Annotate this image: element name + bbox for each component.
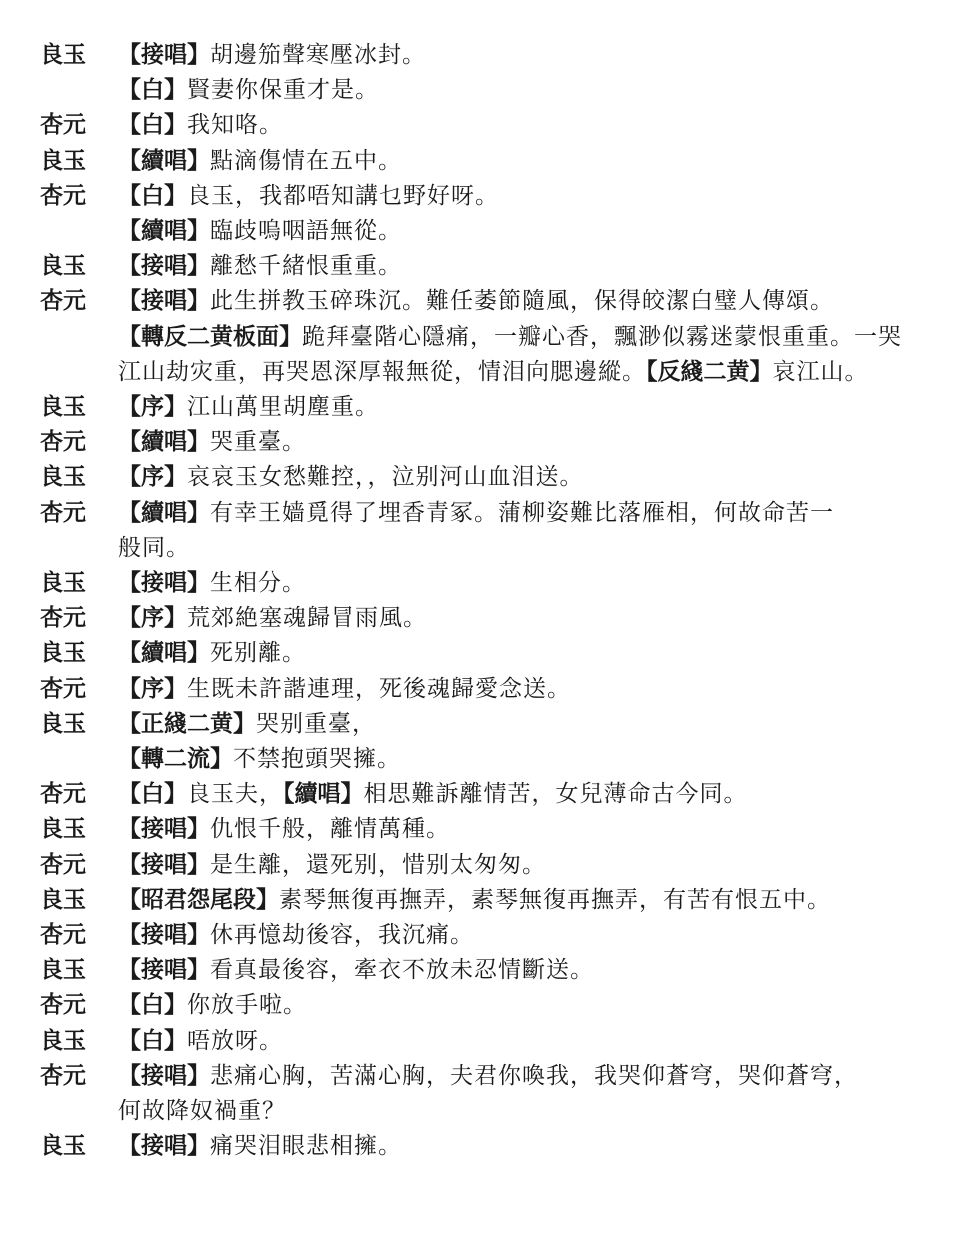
speaker-name: 杏元 [40, 921, 86, 948]
stage-direction: 【轉二流】 [118, 745, 233, 772]
line-body [118, 885, 952, 915]
line-body [118, 392, 952, 422]
stage-direction: 【續唱】 [118, 146, 210, 174]
speaker-name: 杏元 [40, 991, 86, 1019]
stage-direction: 【序】 [118, 674, 187, 702]
line-body [118, 814, 952, 844]
speaker-name: 良玉 [40, 956, 86, 984]
lyric-text: 是生離，還死别，惜别太匆匆。 [210, 851, 546, 878]
line-body [118, 920, 952, 950]
speaker-name: 良玉 [40, 463, 86, 491]
stage-direction: 【接唱】 [118, 815, 210, 843]
speaker-name: 良玉 [40, 569, 86, 596]
stage-direction: 【續唱】 [118, 217, 210, 244]
line-body [118, 251, 952, 281]
lyric-text: 哭重臺。 [210, 429, 306, 456]
speaker-name: 杏元 [40, 111, 86, 139]
lyric-text: 江山劫灾重，再哭恩深厚報無從，情泪向腮邊縱。 [118, 358, 646, 385]
line-body [118, 744, 952, 774]
lyric-text: 荒郊絶塞魂歸冒雨風。 [187, 605, 427, 632]
stage-direction: 【正綫二黄】 [118, 709, 256, 737]
lyric-text: 悲痛心胸，苦滿心胸，夫君你喚我，我哭仰蒼穹，哭仰蒼穹， [210, 1062, 858, 1089]
line-body [118, 603, 952, 633]
stage-direction: 【續唱】 [118, 498, 210, 526]
line-body [118, 638, 952, 668]
line-body [118, 955, 952, 985]
stage-direction: 【接唱】 [118, 569, 210, 596]
speaker-name: 杏元 [40, 498, 86, 526]
speaker-name: 杏元 [40, 604, 86, 632]
speaker-name: 杏元 [40, 780, 86, 808]
stage-direction: 【白】 [118, 991, 187, 1019]
line-body [118, 181, 952, 211]
speaker-name: 良玉 [40, 146, 86, 174]
line-body [118, 779, 952, 809]
lyric-text: 看真最後容，牽衣不放未忍情斷送。 [210, 957, 594, 984]
lyric-text: 你放手啦。 [187, 992, 307, 1019]
line-body [118, 75, 952, 105]
line-body [118, 286, 952, 316]
stage-direction: 【白】 [118, 111, 187, 139]
lyric-text: 江山萬里胡塵重。 [187, 394, 379, 420]
stage-direction: 【白】 [118, 780, 187, 808]
speaker-name: 杏元 [40, 428, 86, 456]
line-body [118, 462, 952, 492]
lyric-text: 休再憶劫後容，我沉痛。 [210, 922, 474, 948]
line-body [118, 40, 952, 70]
line-body [118, 568, 952, 598]
stage-direction: 【接唱】 [118, 921, 210, 948]
line-body [118, 850, 952, 880]
line-body [118, 1131, 952, 1161]
lyric-text: 痛哭泪眼悲相擁。 [210, 1133, 402, 1160]
stage-direction: 【白】 [118, 1026, 187, 1054]
lyric-text: 離愁千緒恨重重。 [210, 253, 402, 280]
lyric-text: 有幸王嫱覓得了埋香青冢。蒲柳姿難比落雁相，何故命苦一 [210, 499, 834, 526]
line-body [118, 1026, 952, 1056]
stage-direction: 【序】 [118, 604, 187, 632]
stage-direction: 【續唱】 [283, 780, 364, 808]
speaker-name: 良玉 [40, 885, 86, 913]
lyric-text: 哀哀玉女愁難控，，泣别河山血泪送。 [187, 464, 584, 491]
stage-direction: 【序】 [118, 393, 187, 420]
lyric-text: 唔放呀。 [187, 1027, 283, 1054]
speaker-name: 良玉 [40, 1026, 86, 1054]
stage-direction: 【白】 [118, 181, 187, 209]
lyric-text: 賢妻你保重才是。 [187, 77, 379, 104]
lyric-text: 素琴無復再撫弄，素琴無復再撫弄，有苦有恨五中。 [279, 886, 831, 913]
stage-direction: 【接唱】 [118, 956, 210, 984]
line-body [118, 216, 952, 246]
lyric-text: 點滴傷情在五中。 [210, 147, 402, 174]
lyric-text: 相思難訴離情苦，女兒薄命古今同。 [363, 781, 748, 808]
line-body [118, 498, 952, 528]
lyric-text: 般同。 [118, 534, 190, 561]
speaker-name: 良玉 [40, 1132, 86, 1160]
lyric-text: 仇恨千般，離情萬種。 [210, 816, 450, 843]
speaker-name: 杏元 [40, 181, 86, 209]
lyric-text: 胡邊笳聲寒壓冰封。 [210, 42, 426, 68]
speaker-name: 杏元 [40, 287, 86, 315]
line-body [118, 1061, 952, 1091]
line-body [118, 533, 952, 563]
stage-direction: 【序】 [118, 463, 187, 491]
lyric-text: 跪拜臺階心隱痛，一瓣心香，飄渺似霧迷蒙恨重重。一哭 [302, 323, 902, 350]
line-body [118, 990, 952, 1020]
line-body [118, 322, 952, 352]
speaker-name: 杏元 [40, 850, 86, 878]
stage-direction: 【續唱】 [118, 639, 210, 667]
stage-direction: 【接唱】 [118, 41, 210, 68]
lyric-text: 良玉，我都唔知講乜野好呀。 [187, 182, 499, 209]
speaker-name: 良玉 [40, 393, 86, 420]
stage-direction: 【接唱】 [118, 1061, 210, 1089]
stage-direction: 【昭君怨尾段】 [118, 885, 279, 913]
speaker-name: 良玉 [40, 41, 86, 68]
stage-direction: 【白】 [118, 76, 187, 104]
stage-direction: 【接唱】 [118, 1132, 210, 1160]
lyric-text: 臨歧嗚咽語無從。 [210, 218, 402, 244]
lyric-text: 生相分。 [210, 570, 306, 596]
line-body [118, 674, 952, 704]
speaker-name: 杏元 [40, 1061, 86, 1089]
stage-direction: 【續唱】 [118, 428, 210, 456]
lyric-text: 良玉夫， [187, 781, 283, 808]
lyric-text: 我知咯。 [187, 112, 283, 139]
stage-direction: 【接唱】 [118, 850, 210, 878]
lyric-text: 死别離。 [210, 640, 306, 667]
line-body [118, 146, 952, 176]
lyric-text: 哀江山。 [772, 358, 869, 385]
line-body [118, 1096, 952, 1126]
lyric-text: 此生拼教玉碎珠沉。難任萎節隨風，保得皎潔白璧人傳頌。 [210, 288, 834, 315]
lyric-text: 不禁抱頭哭擁。 [233, 746, 401, 772]
stage-direction: 【接唱】 [118, 287, 210, 315]
lyric-text: 哭别重臺， [256, 710, 376, 737]
speaker-name: 良玉 [40, 252, 86, 280]
stage-direction: 【轉反二黄板面】 [118, 322, 302, 350]
line-body [118, 709, 952, 739]
line-body [118, 427, 952, 457]
line-body [118, 110, 952, 140]
speaker-name: 良玉 [40, 815, 86, 843]
lyric-text: 何故降奴禍重？ [118, 1098, 286, 1124]
speaker-name: 良玉 [40, 709, 86, 737]
lyric-text: 生既未許諧連理，死後魂歸愛念送。 [187, 675, 571, 702]
stage-direction: 【反綫二黄】 [646, 357, 773, 385]
stage-direction: 【接唱】 [118, 252, 210, 280]
line-body [118, 357, 952, 387]
speaker-name: 良玉 [40, 639, 86, 667]
speaker-name: 杏元 [40, 674, 86, 702]
